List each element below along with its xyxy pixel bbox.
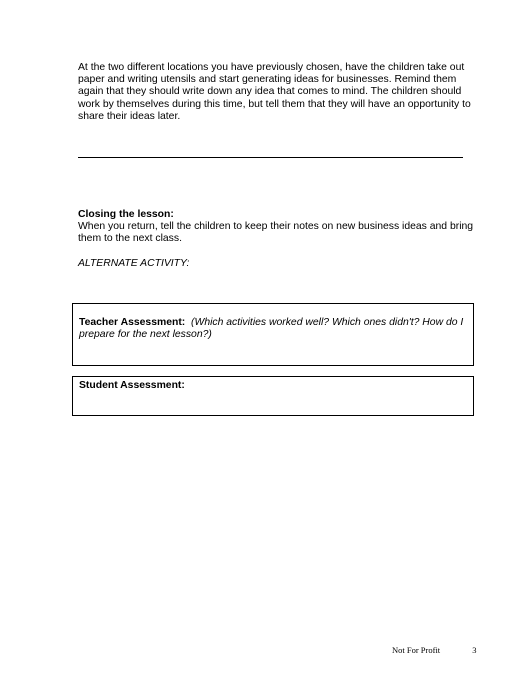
teacher-assessment-label: Teacher Assessment: xyxy=(79,317,186,328)
page-footer xyxy=(392,645,477,655)
teacher-assessment-box xyxy=(72,303,474,366)
teacher-assessment-prompt: (Which activities worked well? Which ones didn't? How do I prepare for the next lesson?) xyxy=(79,317,464,341)
closing-title: Closing the lesson: xyxy=(78,209,174,220)
alternate-activity-heading: ALTERNATE ACTIVITY: xyxy=(78,258,190,269)
closing-section xyxy=(78,209,480,246)
horizontal-divider xyxy=(78,157,463,158)
closing-body: When you return, tell the children to keep their notes on new business ideas and bring them to the next class. xyxy=(78,221,474,245)
page-number: 3 xyxy=(472,645,477,655)
footer-note: Not For Profit xyxy=(392,645,441,655)
student-assessment-box xyxy=(72,376,474,416)
student-assessment-label: Student Assessment: xyxy=(79,380,185,391)
intro-paragraph: At the two different locations you have previously chosen, have the children take out paper and writing utensils and start generating ideas for businesses. Remind them again that they should write down any idea that comes to mind. The children should work by themselves during this time, but tell them that they will have an opportunity to share their ideas later. xyxy=(78,62,471,122)
